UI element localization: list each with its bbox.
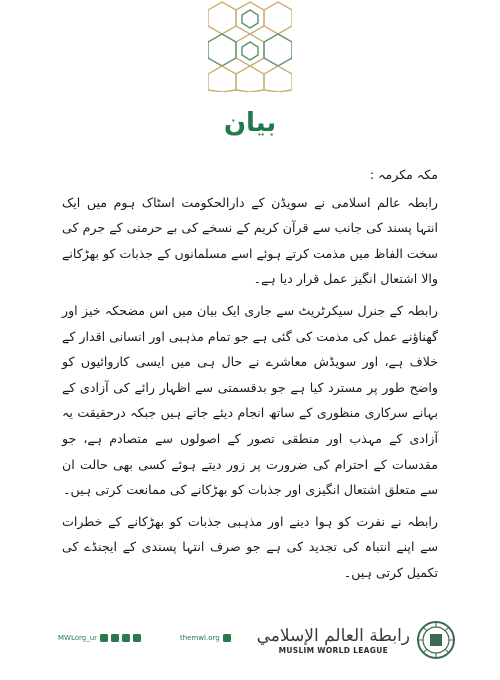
dateline: مکہ مکرمہ :: [369, 167, 438, 182]
twitter-icon[interactable]: [100, 634, 108, 642]
website-text: themwl.org: [180, 634, 220, 642]
paragraph-3: رابطہ نے نفرت کو ہوا دینے اور مذہبی جذبات کو بھڑکانے کے خطرات سے اپنے انتباہ کی تجدید کی ہے جو صرف انتہا پسندی کے ایجنڈے کی تکمیل کرتی ہیں۔: [62, 513, 438, 580]
emblem-icon: [416, 620, 456, 660]
globe-icon: [223, 634, 231, 642]
statement-body: [62, 162, 438, 592]
logo-english: MUSLIM WORLD LEAGUE: [278, 645, 389, 655]
website-link[interactable]: [180, 634, 231, 642]
ornament-pattern: [208, 0, 292, 92]
mwl-logo: [257, 620, 456, 660]
youtube-icon[interactable]: [133, 634, 141, 642]
logo-arabic: رابطة العالم الإسلامي: [256, 625, 410, 646]
statement-title: بیان: [223, 108, 277, 138]
social-handle[interactable]: [58, 634, 141, 642]
logo-text: [257, 626, 410, 655]
handle-text: MWLorg_ur: [58, 634, 98, 642]
paragraph-1: رابطہ عالم اسلامی نے سویڈن کے دارالحکومت اسٹاک ہوم میں ایک انتہا پسند کی جانب سے قرآن کریم کے نسخے کی بے حرمتی کے جرم کی سخت الفاظ میں مذمت کرتے ہوئے اسے مسلمانوں کے جذبات کو بھڑکانے والا اشتعال انگیز عمل قرار دیا ہے۔: [62, 194, 438, 287]
footer: [58, 620, 456, 670]
instagram-icon[interactable]: [122, 634, 130, 642]
facebook-icon[interactable]: [111, 634, 119, 642]
paragraph-2: رابطہ کے جنرل سیکرٹریٹ سے جاری ایک بیان میں اس مضحکہ خیز اور گھناؤنے عمل کی مذمت کی گئی ہے جو تمام مذہبی اور انسانی اقدار کے خلاف ہے، اور سویڈش معاشرے نے حال ہی میں ایسی کاروائیوں کو واضح طور پر مسترد کیا ہے جو بدقسمتی سے اظہار رائے کی آزادی کے بہانے سرکاری منظوری کے ساتھ انجام دیئے جاتے ہیں جبکہ درحقیقت یہ آزادی کے مہذب اور منطقی تصور کے اصولوں سے متصادم ہے، جو مقدسات کے احترام کی ضرورت پر زور دیتے ہوئے کسی بھی حالت ان سے متعلق اشتعال انگیزی اور جذبات کو بھڑکانے کی ممانعت کرتی ہیں۔: [62, 302, 438, 498]
